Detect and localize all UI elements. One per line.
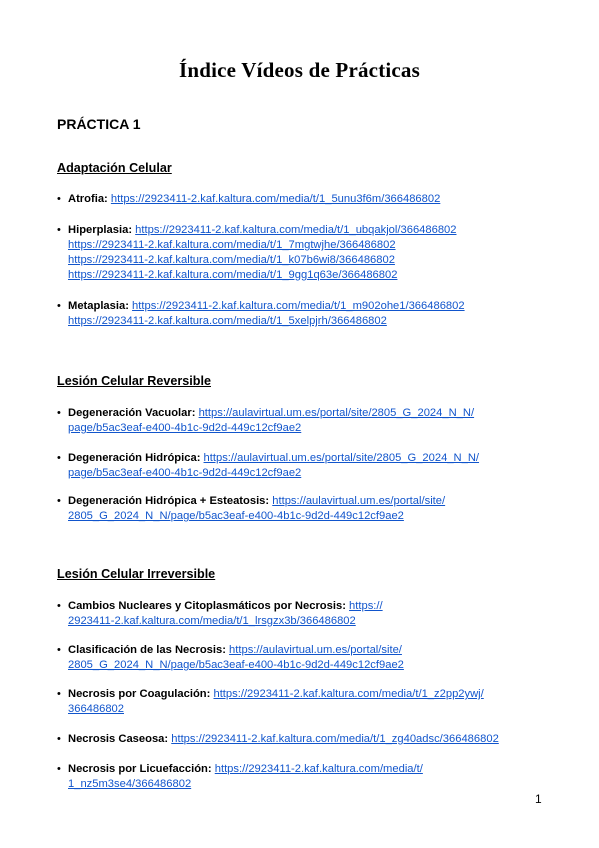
video-link[interactable]: https:// (349, 600, 383, 612)
video-link[interactable]: 2805_G_2024_N_N/page/b5ac3eaf-e400-4b1c-9d2d-449c12cf9ae2 (68, 659, 404, 671)
video-link[interactable]: 366486802 (68, 703, 124, 715)
section-heading-irreversible: Lesión Celular Irreversible (57, 567, 216, 581)
list-item-necrosis-caseosa (57, 732, 552, 747)
bullet-icon: • (57, 193, 61, 205)
video-link[interactable]: https://2923411-2.kaf.kaltura.com/media/t/1_5unu3f6m/366486802 (110, 193, 441, 205)
list-item-necrosis-coagulacion (57, 687, 552, 717)
item-label: Metaplasia: (68, 300, 129, 312)
section-heading-adaptacion: Adaptación Celular (57, 161, 172, 175)
video-link[interactable]: https://2923411-2.kaf.kaltura.com/media/t/1_m902ohe1/366486802 (132, 300, 465, 312)
video-link[interactable]: https://2923411-2.kaf.kaltura.com/media/t/1_5xelpjrh/366486802 (68, 315, 387, 327)
list-item-cambios-nucleares (57, 599, 552, 629)
item-label: Degeneración Hidrópica: (68, 452, 201, 464)
bullet-icon: • (57, 644, 61, 656)
list-item-hiperplasia (57, 223, 552, 283)
video-link[interactable]: https://aulavirtual.um.es/portal/site/ (272, 495, 446, 507)
list-item-metaplasia (57, 299, 552, 329)
item-label: Necrosis por Coagulación: (68, 688, 211, 700)
item-label: Clasificación de las Necrosis: (68, 644, 226, 656)
video-link[interactable]: https://2923411-2.kaf.kaltura.com/media/t/1_zg40adsc/366486802 (171, 733, 499, 745)
video-link[interactable]: https://2923411-2.kaf.kaltura.com/media/t/ (214, 763, 423, 775)
section-heading-reversible: Lesión Celular Reversible (57, 374, 211, 388)
list-item-atrofia (57, 192, 552, 207)
page-title: Índice Vídeos de Prácticas (178, 58, 421, 82)
bullet-icon: • (57, 600, 61, 612)
practica-heading: PRÁCTICA 1 (57, 116, 141, 132)
list-item-necrosis-licuefaccion (57, 762, 552, 792)
video-link[interactable]: 2923411-2.kaf.kaltura.com/media/t/1_lrsgzx3b/366486802 (68, 615, 356, 627)
list-item-clasificacion-necrosis (57, 643, 552, 673)
bullet-icon: • (57, 224, 61, 236)
video-link[interactable]: https://2923411-2.kaf.kaltura.com/media/t/1_k07b6wi8/366486802 (68, 254, 395, 266)
bullet-icon: • (57, 733, 61, 745)
video-link[interactable]: 2805_G_2024_N_N/page/b5ac3eaf-e400-4b1c-9d2d-449c12cf9ae2 (68, 510, 404, 522)
bullet-icon: • (57, 452, 61, 464)
item-label: Cambios Nucleares y Citoplasmáticos por Necrosis: (68, 600, 346, 612)
item-label: Necrosis por Licuefacción: (68, 763, 212, 775)
video-link[interactable]: page/b5ac3eaf-e400-4b1c-9d2d-449c12cf9ae2 (68, 467, 302, 479)
bullet-icon: • (57, 495, 61, 507)
bullet-icon: • (57, 688, 61, 700)
item-label: Hiperplasia: (68, 224, 133, 236)
video-link[interactable]: https://aulavirtual.um.es/portal/site/ (229, 644, 402, 656)
list-item-degeneracion-vacuolar (57, 406, 552, 436)
video-link[interactable]: https://2923411-2.kaf.kaltura.com/media/t/1_7mgtwjhe/366486802 (68, 239, 396, 251)
list-item-degeneracion-hidropica (57, 451, 552, 481)
bullet-icon: • (57, 300, 61, 312)
video-link[interactable]: https://2923411-2.kaf.kaltura.com/media/t/1_9gg1q63e/366486802 (68, 269, 398, 281)
video-link[interactable]: https://aulavirtual.um.es/portal/site/2805_G_2024_N_N/ (203, 452, 480, 464)
video-link[interactable]: https://2923411-2.kaf.kaltura.com/media/t/1_ubqakjol/366486802 (135, 224, 457, 236)
video-link[interactable]: page/b5ac3eaf-e400-4b1c-9d2d-449c12cf9ae2 (68, 422, 302, 434)
item-label: Degeneración Vacuolar: (68, 407, 196, 419)
video-link[interactable]: 1_nz5m3se4/366486802 (68, 778, 192, 790)
page-number: 1 (535, 792, 542, 806)
item-label: Atrofia: (68, 193, 108, 205)
list-item-hidropica-esteatosis (57, 494, 552, 524)
item-label: Necrosis Caseosa: (68, 733, 169, 745)
item-label: Degeneración Hidrópica + Esteatosis: (68, 495, 270, 507)
bullet-icon: • (57, 763, 61, 775)
bullet-icon: • (57, 407, 61, 419)
video-link[interactable]: https://2923411-2.kaf.kaltura.com/media/t/1_z2pp2ywj/ (213, 688, 484, 700)
video-link[interactable]: https://aulavirtual.um.es/portal/site/2805_G_2024_N_N/ (198, 407, 475, 419)
